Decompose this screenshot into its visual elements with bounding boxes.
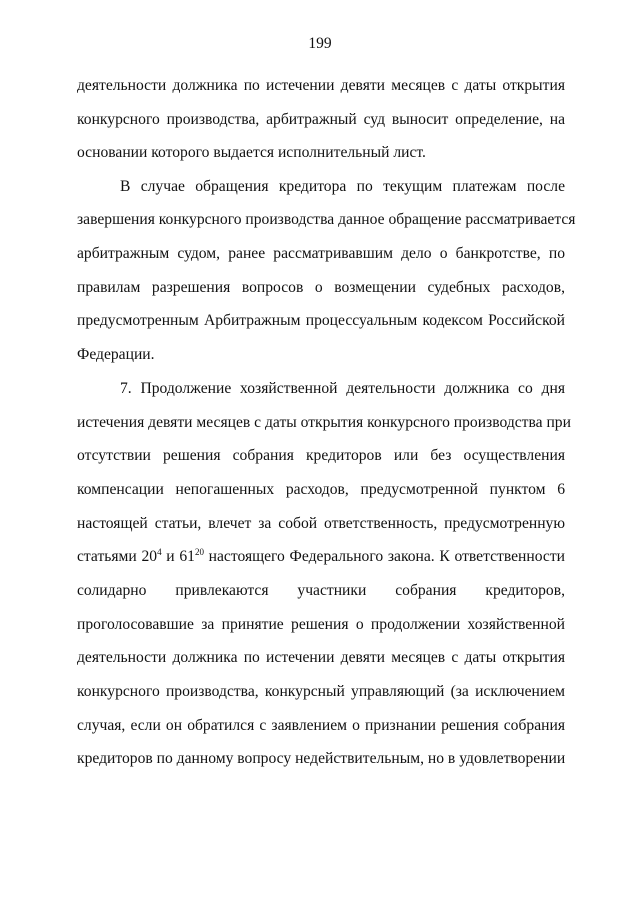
text-line: настоящей статьи, влечет за собой ответственность, предусмотренную [77, 515, 565, 532]
superscript: 20 [194, 547, 204, 557]
text-line: основании которого выдается исполнительный лист. [77, 144, 426, 161]
text-line: кредиторов по данному вопросу недействительным, но в удовлетворении [77, 750, 566, 767]
text-line: предусмотренным Арбитражным процессуальным кодексом Российской [77, 312, 565, 329]
text-line: деятельности должника по истечении девяти месяцев с даты открытия [77, 649, 565, 666]
text-line: конкурсного производства, арбитражный суд выносит определение, на [77, 111, 565, 128]
text-line: проголосовавшие за принятие решения о продолжении хозяйственной [77, 616, 565, 633]
page-number: 199 [308, 35, 332, 52]
text-line: отсутствии решения собрания кредиторов или без осуществления [77, 447, 565, 464]
superscript: 4 [157, 547, 162, 557]
text-line: компенсации непогашенных расходов, предусмотренной пунктом 6 [77, 481, 565, 498]
text-line: деятельности должника по истечении девяти месяцев с даты открытия [77, 77, 565, 94]
text-line: случая, если он обратился с заявлением о признании решения собрания [77, 717, 565, 734]
text-line: солидарно привлекаются участники собрания кредиторов, [77, 582, 565, 599]
text-line: В случае обращения кредитора по текущим платежам после [120, 178, 565, 195]
text-line: 7. Продолжение хозяйственной деятельности должника со дня [120, 380, 565, 397]
text-line: Федерации. [77, 346, 155, 363]
text-line: арбитражным судом, ранее рассматривавшим дело о банкротстве, по [77, 245, 565, 262]
text-line: истечения девяти месяцев с даты открытия конкурсного производства при [77, 414, 571, 431]
text-line: завершения конкурсного производства данное обращение рассматривается [77, 211, 576, 228]
text-line: конкурсного производства, конкурсный управляющий (за исключением [77, 683, 565, 700]
text-line: статьями $20^4$ и $61^{20}$ настоящего Федерального закона. К ответственности [77, 547, 565, 565]
text-line: правилам разрешения вопросов о возмещении судебных расходов, [77, 279, 565, 296]
